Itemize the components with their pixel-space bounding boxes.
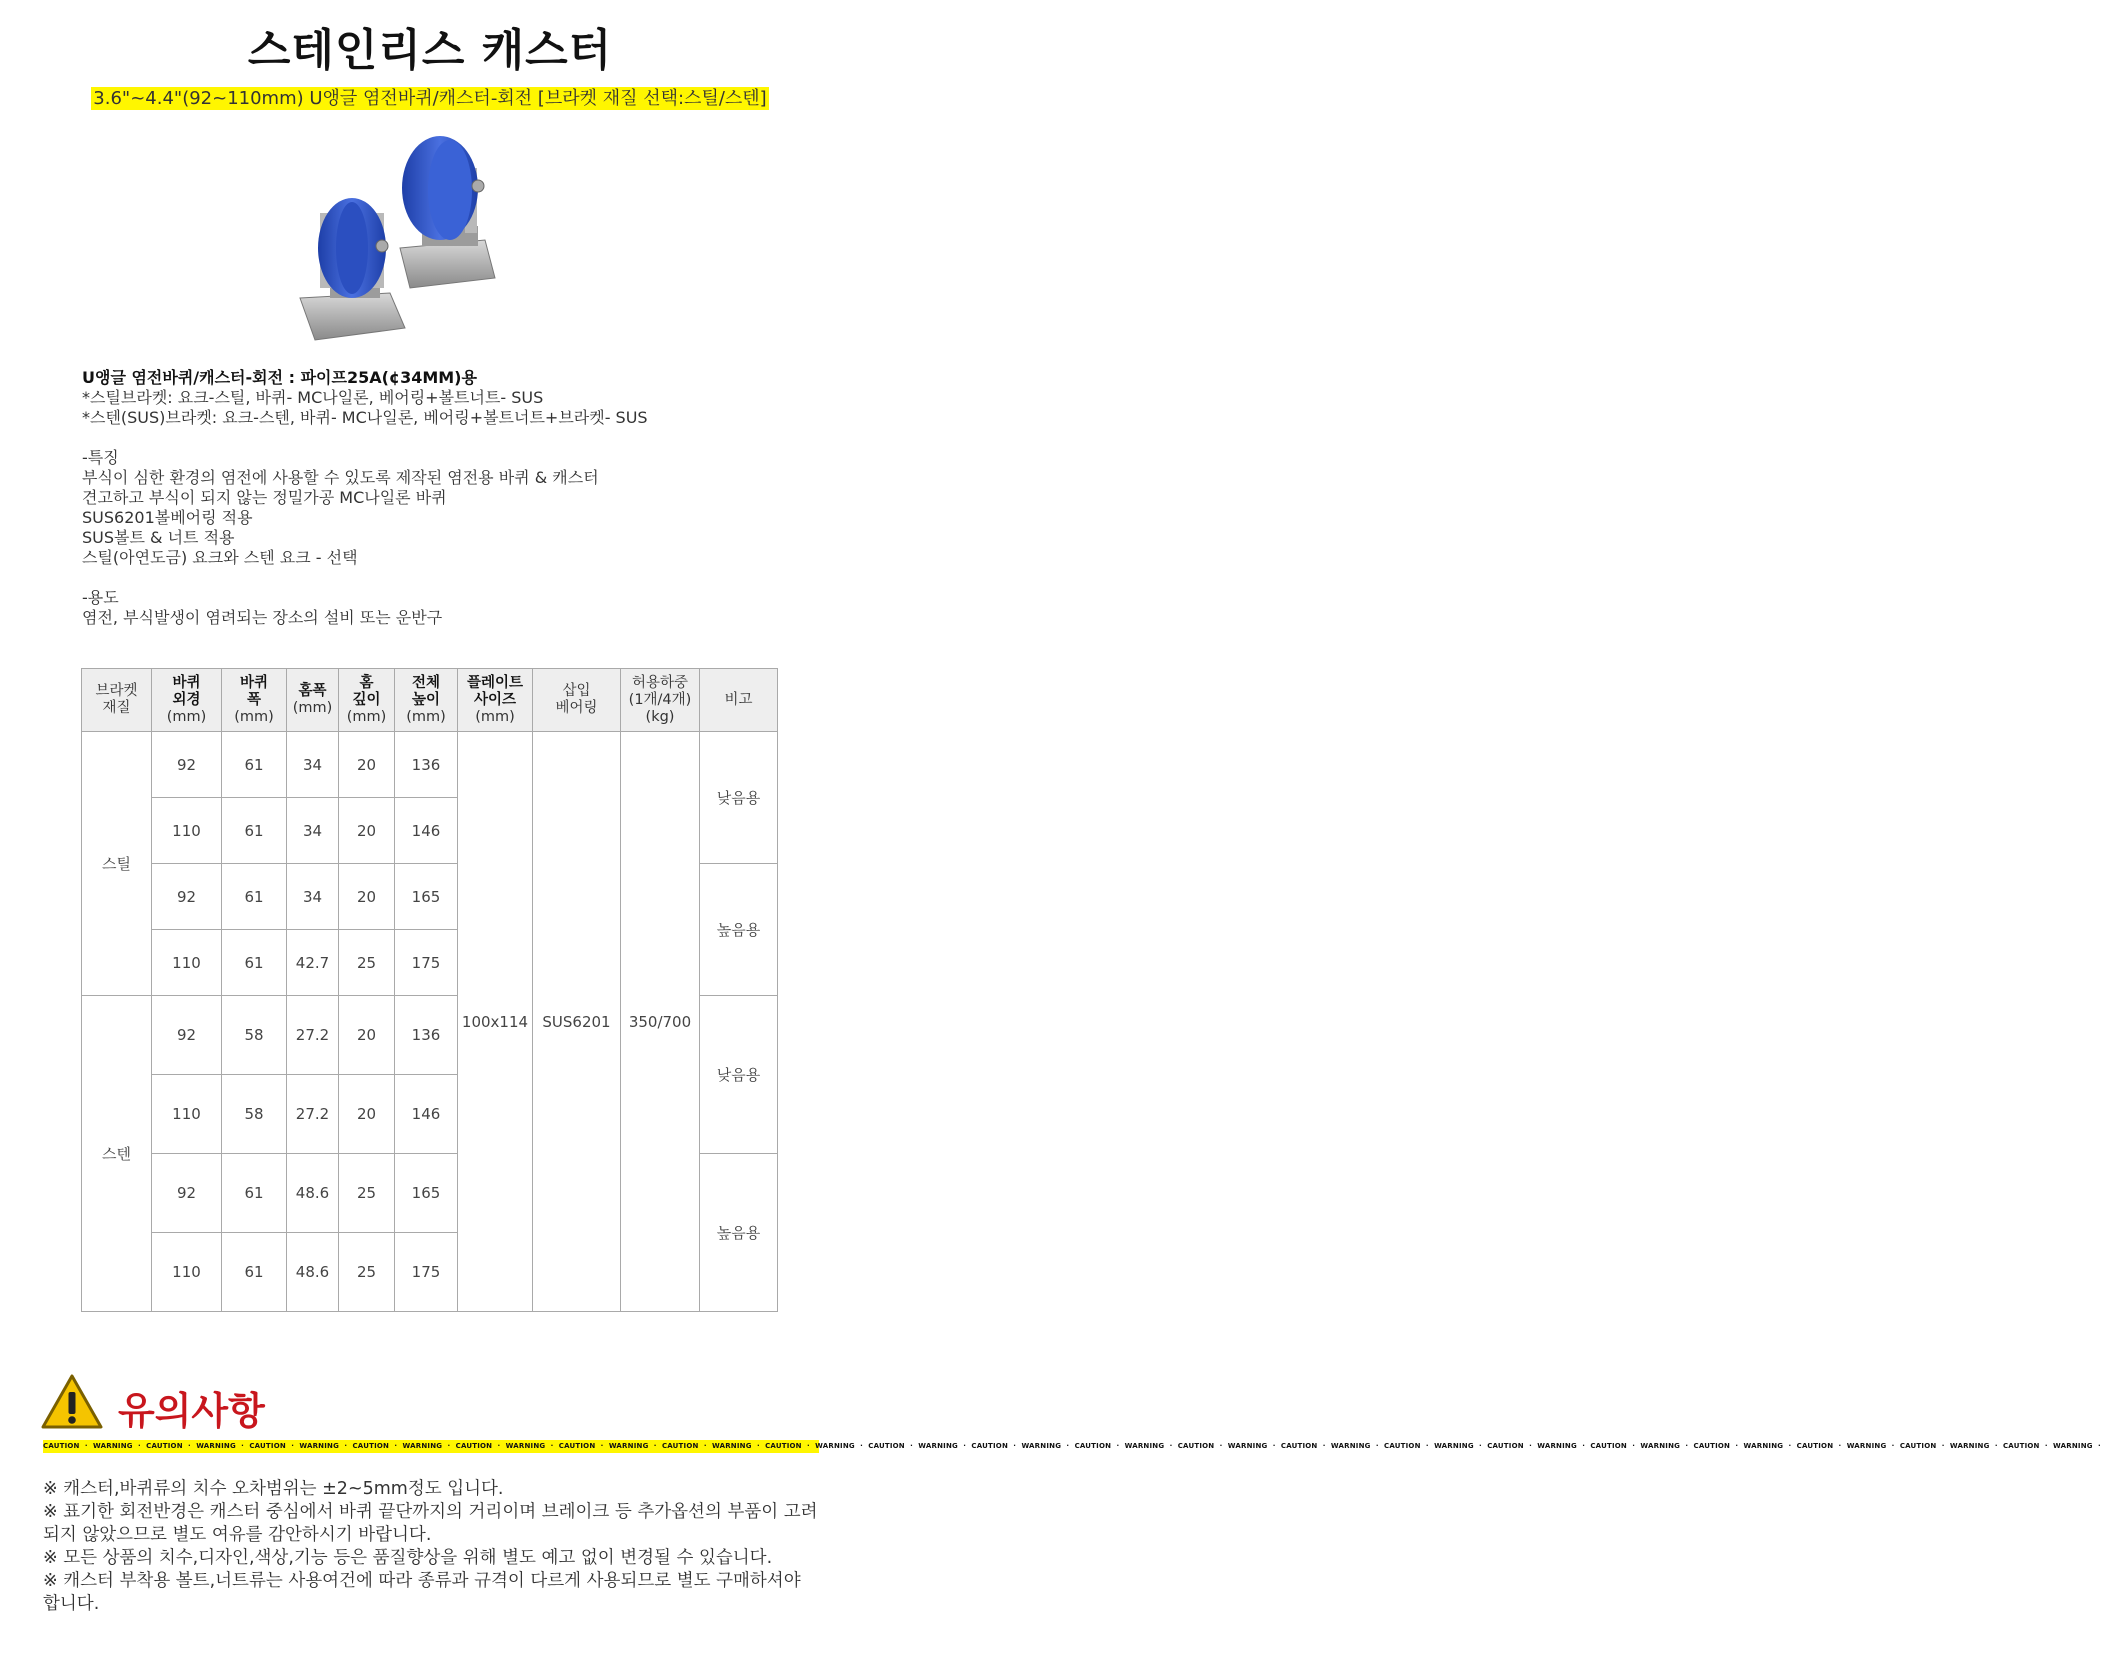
feature-line: 스틸(아연도금) 요크와 스텐 요크 - 선택 <box>82 548 358 567</box>
caution-tape-word: WARNING <box>711 1442 752 1450</box>
caution-tape-word: WARNING <box>2053 1442 2093 1450</box>
cell-height: 165 <box>395 1154 458 1233</box>
plate-size-cell: 100x114 <box>458 732 533 1312</box>
caution-note: ※ 캐스터,바퀴류의 치수 오차범위는 ±2~5mm정도 입니다. <box>43 1479 504 1499</box>
header-wheel-width: 바퀴 폭 (mm) <box>222 669 287 732</box>
caution-tape-word: CAUTION <box>1796 1442 1834 1450</box>
caution-tape-word: CAUTION <box>868 1442 905 1450</box>
cell-diameter: 92 <box>152 864 222 930</box>
cell-diameter: 110 <box>152 930 222 996</box>
caution-tape-word: WARNING <box>1949 1442 1990 1450</box>
caution-tape-word: CAUTION <box>1590 1442 1627 1450</box>
cell-groove-width: 34 <box>287 798 339 864</box>
bearing-cell: SUS6201 <box>533 732 621 1312</box>
caution-tape-word: CAUTION <box>1384 1442 1421 1450</box>
cell-groove-depth: 20 <box>339 1075 395 1154</box>
cell-groove-depth: 20 <box>339 864 395 930</box>
caution-tape-word: WARNING <box>505 1442 546 1450</box>
caution-tape: CAUTION · WARNING · CAUTION · WARNING · CAUTION · WARNING · CAUTION · WARNING · CAUTION · WARNING · CAUTION · WARNING · CAUTION · WARNING · CAUTION · WARNING · CAUTION · WARNING · CAUTION · WARNING · CAUTION · WARNING · CAUTION · WARNING · CAUTION · WARNING · CAUTION · WARNING · CAUTION · WARNING · CAUTION · WARNING · CAUTION · WARNING · CAUTION · WARNING · CAUTION · WARNING · CAUTION · WARNING · <box>43 1440 819 1453</box>
caution-note: ※ 표기한 회전반경은 캐스터 중심에서 바퀴 끝단까지의 거리이며 브레이크 등 추가옵션의 부품이 고려되지 않았으므로 별도 여유를 감안하시기 바랍니다. <box>43 1502 818 1545</box>
usage-text: 염전, 부식발생이 염려되는 장소의 설비 또는 운반구 <box>82 608 443 627</box>
cell-groove-width: 48.6 <box>287 1154 339 1233</box>
bracket-sus-line: *스텐(SUS)브라켓: 요크-스텐, 바퀴- MC나일론, 베어링+볼트너트+브라켓- SUS <box>82 408 648 427</box>
note-cell: 높음용 <box>700 1154 778 1312</box>
cell-height: 136 <box>395 996 458 1075</box>
bracket-steel-line: *스틸브라켓: 요크-스틸, 바퀴- MC나일론, 베어링+볼트너트- SUS <box>82 388 544 407</box>
header-plate-size: 플레이트 사이즈 (mm) <box>458 669 533 732</box>
caution-note: ※ 모든 상품의 치수,디자인,색상,기능 등은 품질향상을 위해 별도 예고 없이 변경될 수 있습니다. <box>43 1548 773 1568</box>
caution-note: ※ 캐스터 부착용 볼트,너트류는 사용여건에 따라 종류과 규격이 다르게 사용되므로 별도 구매하셔야 합니다. <box>43 1571 801 1614</box>
note-cell: 낮음용 <box>700 996 778 1154</box>
usage-title: -용도 <box>82 588 119 607</box>
cell-width: 61 <box>222 930 287 996</box>
caution-tape-word: WARNING <box>93 1442 133 1450</box>
cell-groove-width: 34 <box>287 732 339 798</box>
caution-tape-word: WARNING <box>196 1442 236 1450</box>
header-groove-depth: 홈 깊이 (mm) <box>339 669 395 732</box>
note-cell: 높음용 <box>700 864 778 996</box>
cell-groove-depth: 25 <box>339 930 395 996</box>
features-title: -특징 <box>82 448 119 467</box>
cell-groove-depth: 20 <box>339 798 395 864</box>
cell-height: 175 <box>395 1233 458 1312</box>
caution-tape-word: WARNING <box>1640 1442 1681 1450</box>
caution-tape-word: CAUTION <box>249 1442 286 1450</box>
cell-width: 61 <box>222 798 287 864</box>
cell-diameter: 110 <box>152 1233 222 1312</box>
cell-groove-depth: 25 <box>339 1233 395 1312</box>
header-groove-width: 홈폭 (mm) <box>287 669 339 732</box>
spec-table <box>81 668 778 1312</box>
caution-tape-word: WARNING <box>608 1442 649 1450</box>
caution-tape-word: CAUTION <box>765 1442 802 1450</box>
cell-diameter: 92 <box>152 996 222 1075</box>
product-subtitle: 3.6"~4.4"(92~110mm) U앵글 염전바퀴/캐스터-회전 [브라켓 재질 선택:스틸/스텐] <box>93 88 767 109</box>
caution-tape-word: WARNING <box>815 1442 855 1450</box>
header-wheel-diameter: 바퀴 외경 (mm) <box>152 669 222 732</box>
cell-height: 136 <box>395 732 458 798</box>
caution-tape-word: WARNING <box>1537 1442 1577 1450</box>
caution-tape-word: WARNING <box>1743 1442 1784 1450</box>
caution-tape-word: CAUTION <box>43 1442 80 1450</box>
caution-tape-word: CAUTION <box>1074 1442 1112 1450</box>
cell-groove-width: 27.2 <box>287 1075 339 1154</box>
caution-tape-word: CAUTION <box>455 1442 493 1450</box>
description-heading: U앵글 염전바퀴/캐스터-회전 : 파이프25A(¢34MM)용 <box>82 368 477 387</box>
feature-line: 부식이 심한 환경의 염전에 사용할 수 있도록 제작된 염전용 바퀴 & 캐스터 <box>82 468 599 487</box>
material-cell: 스텐 <box>82 996 152 1312</box>
cell-groove-width: 48.6 <box>287 1233 339 1312</box>
cell-width: 58 <box>222 996 287 1075</box>
caution-tape-word: CAUTION <box>558 1442 596 1450</box>
caster-left <box>300 198 405 340</box>
cell-width: 61 <box>222 864 287 930</box>
subtitle-wrap <box>0 84 860 110</box>
feature-line: SUS볼트 & 너트 적용 <box>82 528 235 547</box>
caution-tape-word: WARNING <box>299 1442 340 1450</box>
cell-diameter: 110 <box>152 1075 222 1154</box>
cell-width: 61 <box>222 732 287 798</box>
caution-tape-word: CAUTION <box>146 1442 183 1450</box>
caution-tape-word: WARNING <box>918 1442 958 1450</box>
feature-line: 견고하고 부식이 되지 않는 정밀가공 MC나일론 바퀴 <box>82 488 447 507</box>
caution-tape-word: WARNING <box>1124 1442 1165 1450</box>
caution-tape-word: CAUTION <box>1177 1442 1215 1450</box>
cell-width: 58 <box>222 1075 287 1154</box>
cell-diameter: 110 <box>152 798 222 864</box>
cell-groove-depth: 20 <box>339 732 395 798</box>
header-bearing: 삽입 베어링 <box>533 669 621 732</box>
cell-height: 175 <box>395 930 458 996</box>
cell-height: 146 <box>395 798 458 864</box>
caution-tape-word: WARNING <box>1021 1442 1062 1450</box>
caution-tape-word: CAUTION <box>1487 1442 1524 1450</box>
cell-groove-depth: 25 <box>339 1154 395 1233</box>
cell-diameter: 92 <box>152 1154 222 1233</box>
caution-tape-word: CAUTION <box>352 1442 390 1450</box>
caution-tape-word: WARNING <box>1330 1442 1371 1450</box>
caution-tape-word: CAUTION <box>971 1442 1009 1450</box>
cell-groove-width: 27.2 <box>287 996 339 1075</box>
header-note: 비고 <box>700 669 778 732</box>
caution-tape-word: CAUTION <box>2002 1442 2040 1450</box>
product-description <box>82 368 802 628</box>
caution-tape-word: WARNING <box>1434 1442 1474 1450</box>
cell-height: 146 <box>395 1075 458 1154</box>
cell-groove-width: 34 <box>287 864 339 930</box>
caution-tape-word: CAUTION <box>661 1442 699 1450</box>
cell-groove-depth: 20 <box>339 996 395 1075</box>
cell-height: 165 <box>395 864 458 930</box>
caution-title: 유의사항 <box>118 1389 265 1433</box>
header-material: 브라켓 재질 <box>82 669 152 732</box>
header-total-height: 전체 높이 (mm) <box>395 669 458 732</box>
cell-groove-width: 42.7 <box>287 930 339 996</box>
caution-tape-word: WARNING <box>402 1442 443 1450</box>
warning-triangle-icon <box>40 1372 104 1432</box>
material-cell: 스틸 <box>82 732 152 996</box>
table-row <box>82 732 778 798</box>
caution-tape-word: CAUTION <box>1693 1442 1731 1450</box>
product-photo <box>300 128 580 368</box>
caution-tape-word: CAUTION <box>1280 1442 1318 1450</box>
note-cell: 낮음용 <box>700 732 778 864</box>
caster-right <box>400 136 495 288</box>
cell-width: 61 <box>222 1233 287 1312</box>
table-header-row <box>82 669 778 732</box>
load-cell: 350/700 <box>621 732 700 1312</box>
caution-tape-word: CAUTION <box>1899 1442 1937 1450</box>
caution-notes <box>43 1478 823 1616</box>
cell-diameter: 92 <box>152 732 222 798</box>
caution-tape-word: WARNING <box>1227 1442 1268 1450</box>
header-load: 허용하중 (1개/4개) (kg) <box>621 669 700 732</box>
page-title: 스테인리스 캐스터 <box>247 25 613 76</box>
caution-tape-word: WARNING <box>1846 1442 1887 1450</box>
feature-line: SUS6201볼베어링 적용 <box>82 508 253 527</box>
cell-width: 61 <box>222 1154 287 1233</box>
